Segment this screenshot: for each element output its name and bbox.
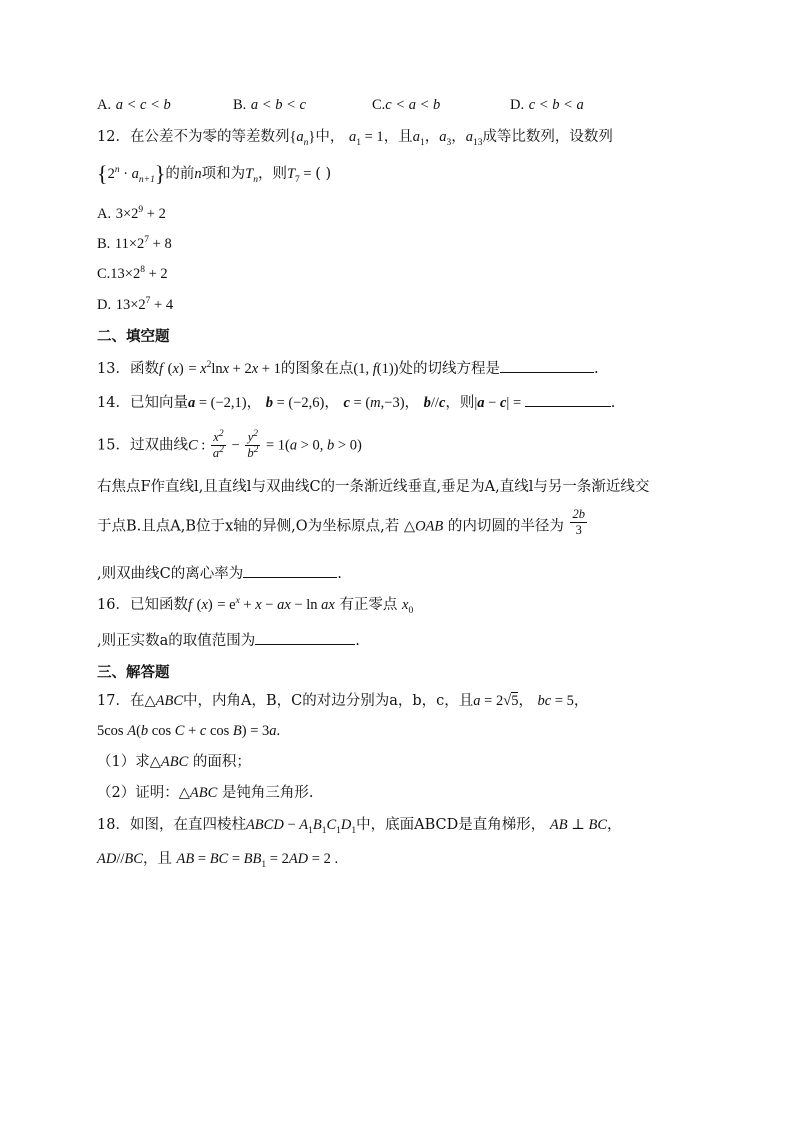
question-number: 13．: [97, 361, 130, 377]
q15-line1: 15．过双曲线C : $\frac{x^2}{a^2}$ − $\frac{y^2}{b^2}$ = 1(a > 0, b > 0): [97, 428, 362, 460]
q18-line1: 18．如图，在直四棱柱ABCD − $A_1B_1C_1D_1$中，底面ABCD是直角梯形， AB ⊥ BC，: [97, 817, 622, 836]
option-label: A.: [97, 97, 112, 113]
answer-blank[interactable]: [243, 563, 337, 578]
q16-line1: 16．已知函数f $(x) = e^x + x$ − ax − ln ax 有正零点 $x_0$: [97, 596, 414, 616]
q11-option-c: [372, 97, 440, 114]
option-label: D.: [510, 97, 525, 113]
answer-blank[interactable]: [255, 630, 355, 645]
option-text: c < b < a: [528, 97, 584, 113]
section-title-fill-in: 二、填空题: [97, 329, 170, 345]
answer-blank[interactable]: [500, 358, 594, 373]
answer-blank[interactable]: [525, 392, 611, 407]
q11-option-a: [97, 97, 171, 114]
option-text: a < c < b: [115, 97, 171, 113]
q12-text: 中，: [315, 129, 345, 145]
q11-option-b: [233, 97, 306, 114]
q12-option-b: B. $11\times 2^7 + 8$: [97, 235, 172, 252]
q12-line2: $\{2^n \cdot a_{n+1}\}$的前n项和为$T_n$，则$T_7$ = ( ): [97, 161, 332, 186]
q12-text: 项和为: [201, 166, 246, 182]
q17-line1: 17．在△ABC中，内角A，B，C的对边分别为a，b，c，且a = 2√5， bc = 5，: [97, 693, 589, 709]
question-number: 18．: [97, 817, 130, 833]
q17-part1: （1）求△ABC 的面积；: [97, 754, 251, 770]
q12-option-a: A. $3\times 2^9 + 2$: [97, 205, 166, 222]
q11-option-d: [510, 97, 584, 114]
option-text: c < a < b: [385, 97, 441, 113]
question-number: 14．: [97, 395, 130, 411]
question-number: 12．: [97, 129, 130, 145]
option-label: B.: [233, 97, 247, 113]
q12-text: 在公差不为零的等差数列: [129, 129, 290, 145]
q12-text: ( ): [315, 166, 332, 182]
option-label: C.: [372, 97, 386, 113]
q12-text: ，则: [257, 166, 287, 182]
q15-line4: ,则双曲线C的离心率为 .: [97, 563, 342, 583]
question-number: 16．: [97, 597, 130, 613]
option-text: a < b < c: [250, 97, 306, 113]
q15-line3: 于点B.且点A,B位于x轴的异侧,O为坐标原点,若 △OAB 的内切圆的半径为 $\frac{2b}{3}$: [97, 507, 585, 537]
q14-line: 14．已知向量a = (−2,1)， b = (−2,6)， c = (m,−3)， b//c，则|a − c| = .: [97, 392, 615, 412]
q12-text: 成等比数列，设数列: [482, 129, 613, 145]
q12-line1: 12．在公差不为零的等差数列$\{a_n\}$中， $a_1 = 1$，且$a_1$，$a_3$，$a_{13}$成等比数列，设数列: [97, 129, 613, 148]
q12-option-c: $C.13\times 2^8 + 2$: [97, 265, 168, 282]
q13-line: 13．函数f $(x) = x^2\ln x + 2x + 1$的图象在点(1, f(1))处的切线方程是 .: [97, 358, 599, 378]
question-number: 15．: [97, 437, 130, 454]
section-title-answer: 三、解答题: [97, 665, 170, 681]
question-number: 17．: [97, 693, 130, 709]
q12-text: 的前: [165, 166, 195, 182]
q12-text: ，且: [383, 129, 413, 145]
q17-part2: （2）证明：△ABC 是钝角三角形.: [97, 785, 314, 801]
q18-line2: AD//BC，且 AB = BC = $BB_1 = 2AD = 2$ .: [97, 851, 339, 870]
q12-option-d: D. $13\times 2^7 + 4$: [97, 296, 174, 313]
q17-line2: 5cos A(b cos C + c cos B) = 3a.: [97, 723, 281, 739]
q16-line2: ,则正实数a的取值范围为 .: [97, 630, 360, 650]
q15-line2: 右焦点F作直线l,且直线l与双曲线C的一条渐近线垂直,垂足为A,直线l与另一条渐近线交: [97, 479, 650, 495]
